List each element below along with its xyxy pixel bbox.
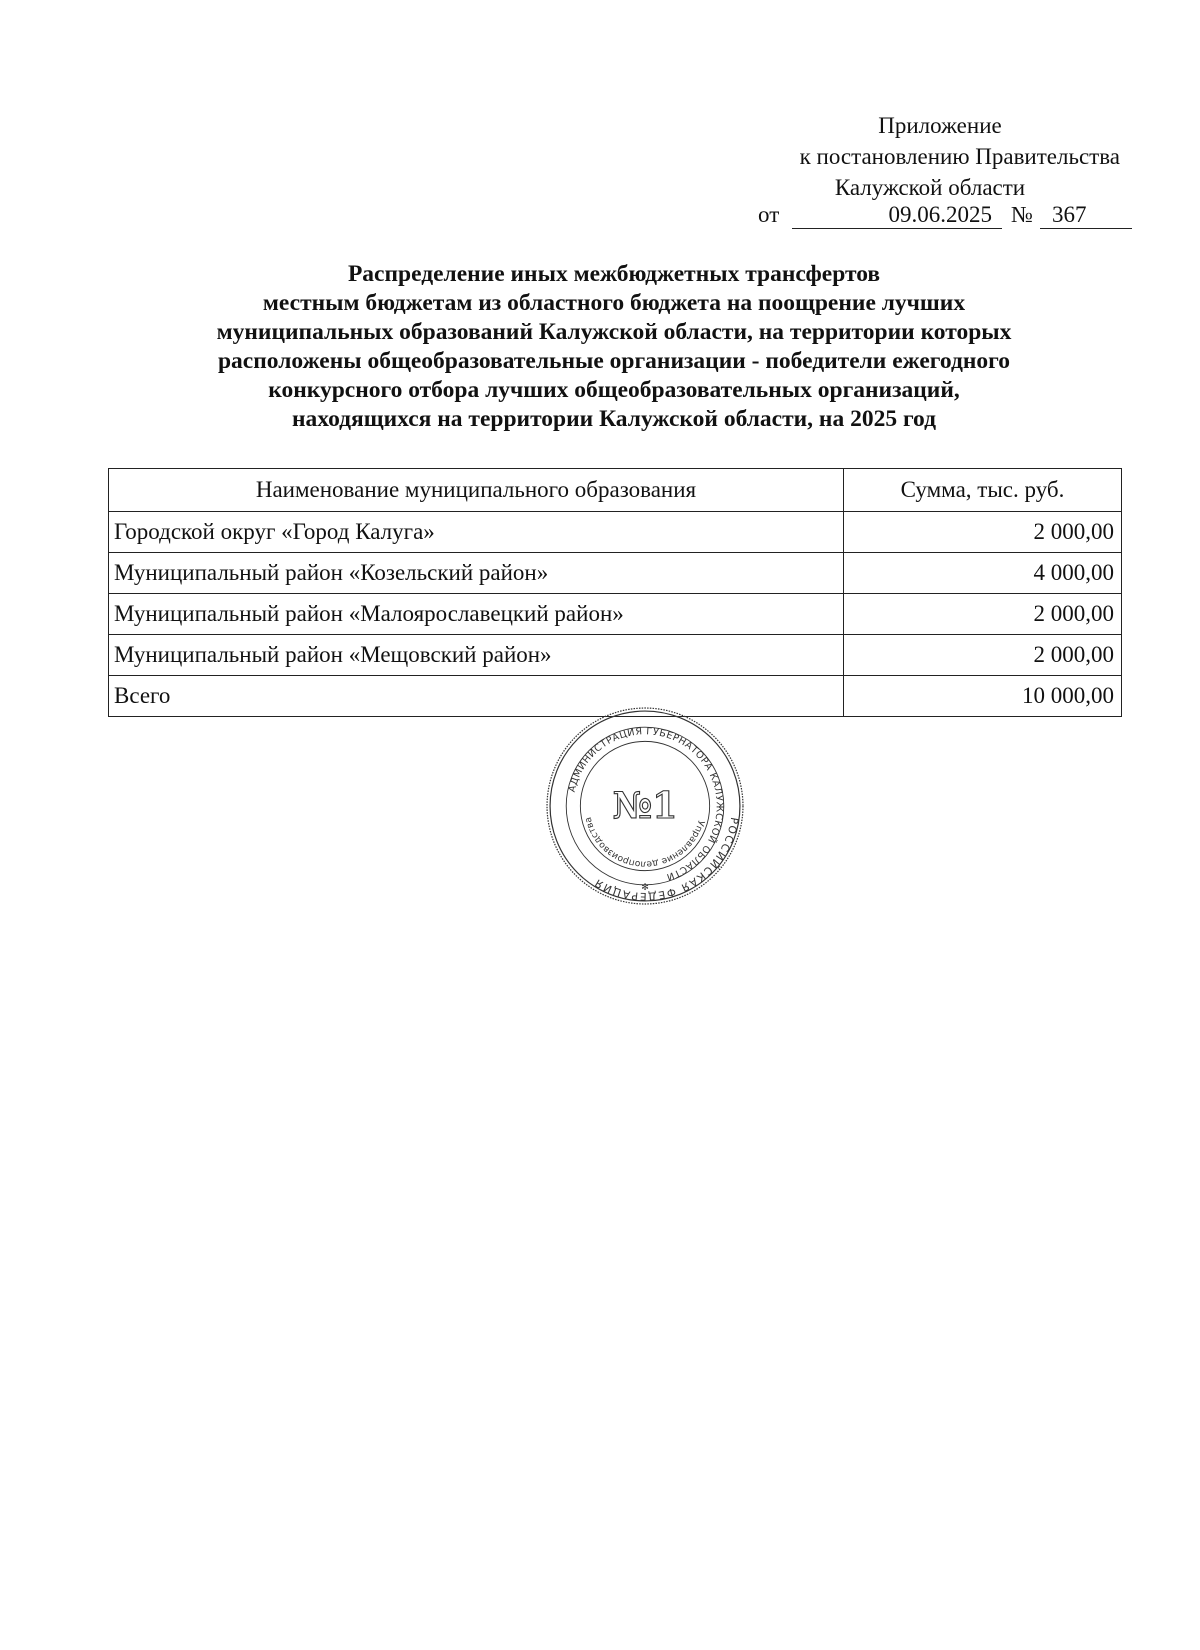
table-row — [109, 635, 1122, 676]
row-sum: 4 000,00 — [844, 553, 1122, 594]
row-sum: 2 000,00 — [844, 512, 1122, 553]
row-name: Муниципальный район «Козельский район» — [109, 553, 844, 594]
official-seal — [544, 705, 746, 907]
title-line: конкурсного отбора лучших общеобразовательных организаций, — [268, 377, 960, 403]
document-title — [108, 260, 1120, 434]
table-row — [109, 553, 1122, 594]
table-row — [109, 594, 1122, 635]
row-sum: 2 000,00 — [844, 635, 1122, 676]
seal-middle-text: АДМИНИСТРАЦИЯ ГУБЕРНАТОРА КАЛУЖСКОЙ ОБЛАСТИ — [566, 726, 725, 883]
title-line: расположены общеобразовательные организации - победители ежегодного — [217, 348, 1010, 374]
header-sum: Сумма, тыс. руб. — [844, 469, 1122, 512]
seal-inner-text: Управление делопроизводства — [583, 815, 706, 869]
decree-number: 367 — [1040, 202, 1132, 229]
header-name: Наименование муниципального образования — [109, 469, 844, 512]
total-sum: 10 000,00 — [844, 676, 1122, 717]
decree-date: 09.06.2025 — [792, 202, 1002, 229]
appendix-decree-ref: к постановлению Правительства — [799, 144, 1120, 169]
title-line: Распределение иных межбюджетных трансфертов — [347, 261, 881, 287]
appendix-label: Приложение — [878, 113, 1002, 138]
total-label: Всего — [109, 676, 844, 717]
table-row — [109, 512, 1122, 553]
title-line: муниципальных образований Калужской области, на территории которых — [216, 319, 1012, 345]
title-line: находящихся на территории Калужской области, на 2025 год — [291, 406, 937, 432]
row-name: Муниципальный район «Мещовский район» — [109, 635, 844, 676]
number-prefix: № — [1011, 202, 1033, 227]
row-name: Муниципальный район «Малоярославецкий район» — [109, 594, 844, 635]
row-sum: 2 000,00 — [844, 594, 1122, 635]
seal-center-number: №1 — [612, 784, 678, 828]
appendix-region: Калужской области — [834, 175, 1026, 200]
appendix-block — [740, 110, 1120, 203]
table-header-row — [109, 469, 1122, 512]
seal-star-icon: ✻ — [641, 882, 649, 893]
row-name: Городской округ «Город Калуга» — [109, 512, 844, 553]
decree-date-number — [758, 202, 1138, 232]
distribution-table — [108, 468, 1122, 717]
seal-outer-text: РОССИЙСКАЯ ФЕДЕРАЦИЯ — [591, 816, 741, 902]
title-line: местным бюджетам из областного бюджета на поощрение лучших — [262, 290, 966, 316]
date-prefix: от — [758, 202, 780, 227]
